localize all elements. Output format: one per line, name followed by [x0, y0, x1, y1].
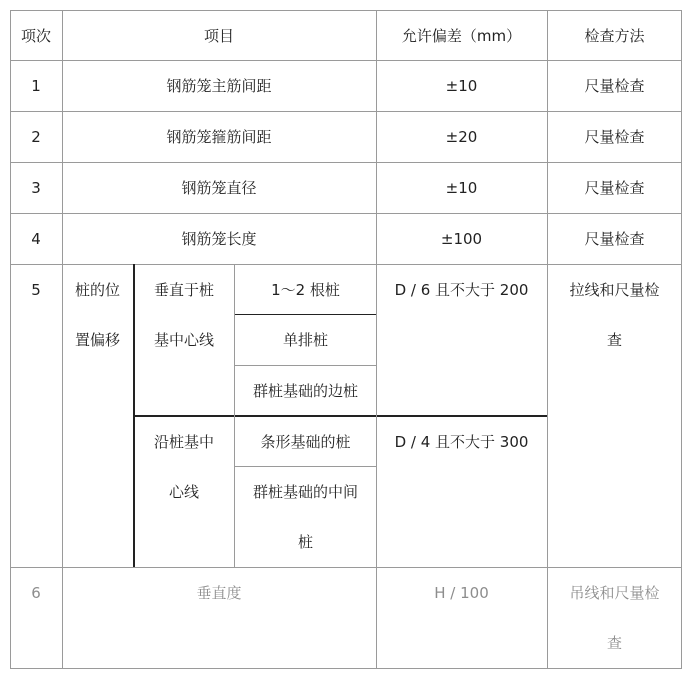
row-6-no: 6 [31, 584, 41, 602]
row-2-no: 2 [31, 128, 41, 146]
row-5-sub-b2-line1: 群桩基础的中间 [252, 483, 358, 501]
row-5-sub-a1: 1～2 根桩 [271, 280, 340, 299]
row-4-item: 钢筋笼长度 [181, 230, 257, 248]
row-5-group-b-line2: 心线 [168, 483, 199, 501]
row-5-sub-b2-line2: 桩 [297, 533, 313, 551]
row-1-no: 1 [31, 77, 41, 95]
row-5-category [62, 265, 133, 567]
row-5-category-line1: 桩的位 [74, 281, 120, 299]
row-5-method-line1: 拉线和尺量检 [569, 281, 660, 299]
row-1-method: 尺量检查 [584, 77, 645, 95]
tolerance-table [10, 10, 682, 669]
row-2-item: 钢筋笼箍筋间距 [166, 128, 272, 146]
row-6-item: 垂直度 [196, 584, 242, 602]
row-5-method-line2: 查 [606, 331, 622, 349]
row-5-group-a [134, 265, 234, 415]
row-2-tolerance: ±20 [445, 128, 478, 146]
row-4-no: 4 [31, 230, 41, 248]
row-3-tolerance: ±10 [445, 179, 478, 197]
row-3-method: 尺量检查 [584, 179, 645, 197]
row-5-sub-a2: 单排桩 [282, 331, 328, 349]
row-5-tolerance-b: D / 4 且不大于 300 [394, 433, 529, 451]
row-5-category-line2: 置偏移 [74, 331, 120, 349]
header-method: 检查方法 [584, 26, 645, 45]
row-6-tolerance: H / 100 [434, 584, 489, 602]
row-6-method [548, 568, 681, 668]
row-5-group-b-line1: 沿桩基中 [153, 433, 214, 451]
row-5-tolerance-a: D / 6 且不大于 200 [394, 281, 529, 299]
row-4-tolerance: ±100 [440, 230, 483, 248]
row-5-sub-b2 [235, 467, 376, 567]
row-1-tolerance: ±10 [445, 77, 478, 95]
header-tolerance: 允许偏差（mm） [401, 26, 522, 45]
row-6-method-line1: 吊线和尺量检 [569, 584, 660, 602]
row-3-no: 3 [31, 179, 41, 197]
table-border-bottom [10, 668, 682, 669]
row-5-group-b [134, 417, 234, 567]
row-5-group-a-line2: 基中心线 [153, 331, 214, 349]
header-no: 项次 [20, 26, 51, 45]
row-5-method [548, 265, 681, 567]
row-5-group-a-line1: 垂直于桩 [153, 281, 214, 299]
row-6-method-line2: 查 [606, 634, 622, 652]
row-2-method: 尺量检查 [584, 128, 645, 146]
row-5-no: 5 [31, 281, 41, 299]
row-4-method: 尺量检查 [584, 230, 645, 248]
header-item: 项目 [203, 26, 234, 45]
row-5-sub-b1: 条形基础的桩 [260, 432, 351, 451]
row-5-sub-a3: 群桩基础的边桩 [252, 381, 358, 400]
row-1-item: 钢筋笼主筋间距 [166, 77, 272, 95]
row-3-item: 钢筋笼直径 [181, 179, 257, 197]
